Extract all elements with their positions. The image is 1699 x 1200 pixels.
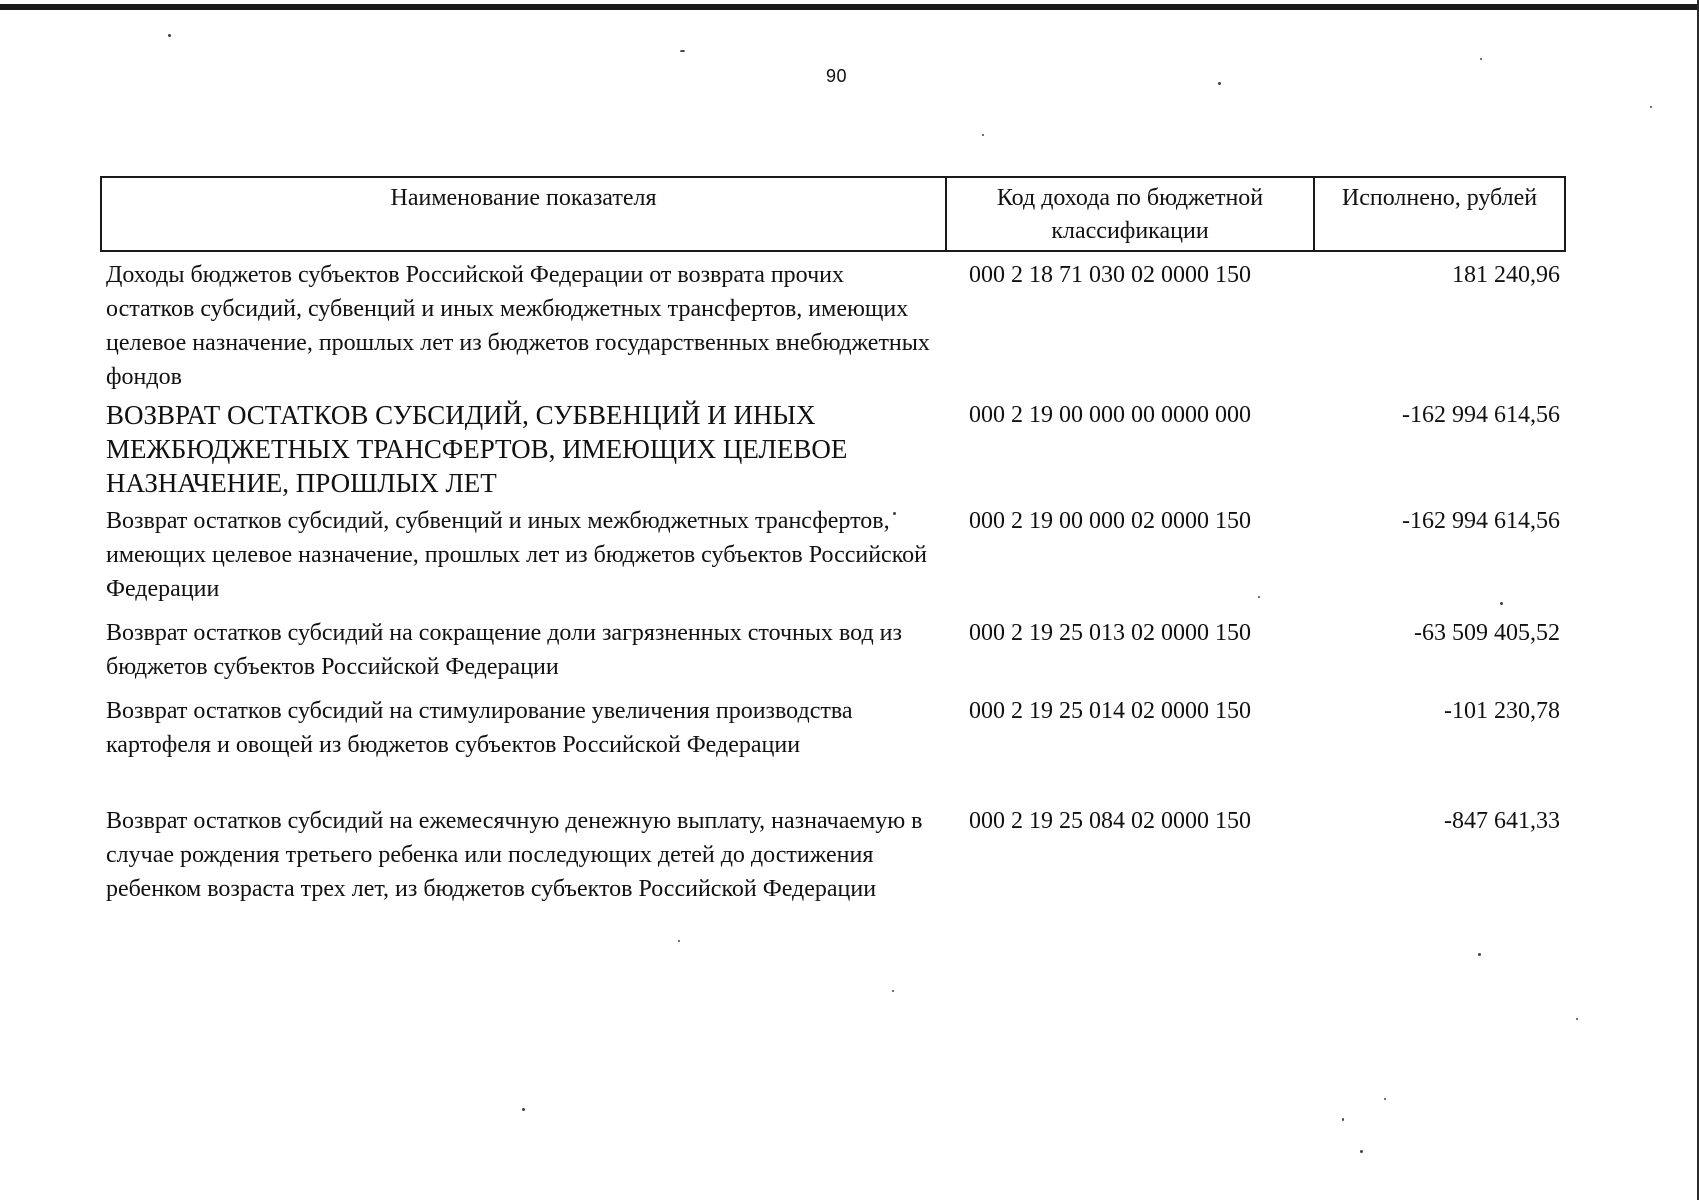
scan-speck	[1480, 58, 1482, 60]
row-indicator-name: Возврат остатков субсидий на сокращение доли загрязненных сточных вод из бюджетов субъектов Российской Федерации	[106, 620, 902, 680]
scan-speck	[1218, 82, 1221, 85]
scan-speck	[1478, 953, 1481, 956]
scan-speck	[1384, 1098, 1386, 1100]
table-row	[100, 398, 1566, 504]
table-row	[100, 258, 1566, 398]
row-executed-amount: -847 641,33	[1444, 808, 1560, 834]
row-executed-amount: -162 994 614,56	[1402, 508, 1560, 534]
scan-speck	[1576, 1018, 1578, 1020]
scan-speck	[522, 1108, 525, 1111]
row-indicator-name: Доходы бюджетов субъектов Российской Федерации от возврата прочих остатков субсидий, субвенций и иных межбюджетных трансфертов, имеющих целевое назначение, прошлых лет из бюджетов государственных внебюджетных фондов	[106, 262, 930, 390]
table-row	[100, 504, 1566, 616]
page-number: 90	[826, 66, 848, 86]
row-executed-amount: -162 994 614,56	[1402, 402, 1560, 428]
row-budget-code: 000 2 19 25 084 02 0000 150	[969, 808, 1251, 834]
scan-top-border	[0, 4, 1699, 10]
scan-speck	[680, 50, 685, 52]
row-budget-code: 000 2 18 71 030 02 0000 150	[969, 262, 1251, 288]
scan-speck	[892, 990, 894, 992]
scan-speck	[1650, 106, 1652, 108]
scan-speck	[168, 34, 171, 37]
row-indicator-name: Возврат остатков субсидий на стимулирование увеличения производства картофеля и овощей из бюджетов субъектов Российской Федерации	[106, 698, 853, 758]
row-executed-amount: 181 240,96	[1452, 262, 1560, 288]
row-executed-amount: -101 230,78	[1444, 698, 1560, 724]
scan-speck	[982, 134, 984, 136]
header-budget-code: Код дохода по бюджетной классификации	[947, 178, 1315, 250]
table-row	[100, 694, 1566, 804]
scan-speck	[1342, 1118, 1344, 1121]
table-row	[100, 804, 1566, 944]
row-budget-code: 000 2 19 25 014 02 0000 150	[969, 698, 1251, 724]
table-row	[100, 616, 1566, 694]
table-header	[100, 176, 1566, 252]
row-budget-code: 000 2 19 00 000 00 0000 000	[969, 402, 1251, 428]
revenue-table	[100, 176, 1566, 944]
row-indicator-name: Возврат остатков субсидий, субвенций и иных межбюджетных трансфертов, имеющих целевое назначение, прошлых лет из бюджетов субъектов Российской Федерации	[106, 508, 927, 602]
row-budget-code: 000 2 19 00 000 02 0000 150	[969, 508, 1251, 534]
row-indicator-name: ВОЗВРАТ ОСТАТКОВ СУБСИДИЙ, СУБВЕНЦИЙ И ИНЫХ МЕЖБЮДЖЕТНЫХ ТРАНСФЕРТОВ, ИМЕЮЩИХ ЦЕЛЕВОЕ НАЗНАЧЕНИЕ, ПРОШЛЫХ ЛЕТ	[106, 400, 848, 498]
row-indicator-name: Возврат остатков субсидий на ежемесячную денежную выплату, назначаемую в случае рождения третьего ребенка или последующих детей до достижения ребенком возраста трех лет, из бюджетов субъектов Российской Федерации	[106, 808, 923, 902]
header-executed-amount: Исполнено, рублей	[1341, 185, 1538, 211]
row-executed-amount: -63 509 405,52	[1414, 620, 1560, 646]
header-indicator-name: Наименование показателя	[102, 178, 947, 250]
scan-speck	[1360, 1150, 1363, 1153]
row-budget-code: 000 2 19 25 013 02 0000 150	[969, 620, 1251, 646]
